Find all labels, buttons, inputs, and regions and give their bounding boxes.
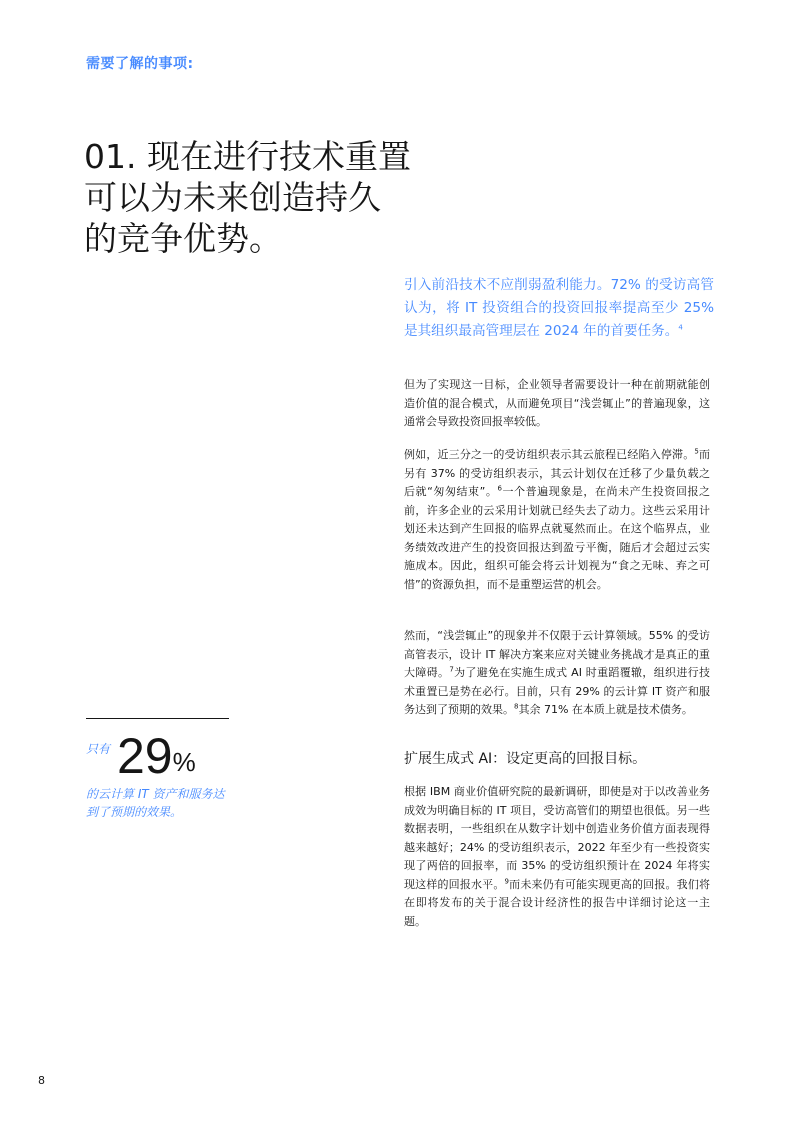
body-paragraph-4 (404, 783, 710, 931)
stat-caption: 的云计算 IT 资产和服务达到了预期的效果。 (86, 787, 225, 819)
lead-text: 引入前沿技术不应削弱盈利能力。72% 的受访高管认为，将 IT 投资组合的投资回报率提高至少 25% 是其组织最高管理层在 2024 年的首要任务。 (404, 277, 714, 339)
body-paragraph-2 (404, 446, 710, 594)
paragraph-text: 而另有 37% 的受访组织表示，其云计划仅在迁移了少量负载之后就“匆匆结束”。 (404, 448, 711, 498)
footnote-ref: 5 (694, 447, 699, 456)
section-eyebrow: 需要了解的事项: (86, 56, 194, 72)
stat-unit: % (172, 747, 196, 777)
footnote-ref: 8 (514, 702, 519, 711)
paragraph-text: 为了避免在实施生成式 AI 时重蹈覆辙，组织进行技术重置已是势在必行。目前，只有 29% 的云计算 IT 资产和服务达到了预期的效果。 (404, 666, 711, 716)
paragraph-text: 根据 IBM 商业价值研究院的最新调研，即使是对于以改善业务成效为明确目标的 IT 项目，受访高管们的期望也很低。另一些数据表明，一些组织在从数字计划中创造业务价值方面表现得越来越好；24% 的受访组织表示，2022 年至少有一些投资实现了两倍的回报率，而 35% 的受访组织预计在 2024 年将实现这样的回报水平。 (404, 785, 710, 891)
body-paragraph-3 (404, 627, 710, 720)
stat-prefix: 只有 (86, 742, 111, 756)
stat-number (117, 727, 196, 785)
body-paragraph-1: 但为了实现这一目标，企业领导者需要设计一种在前期就能创造价值的混合模式，从而避免项目“浅尝辄止”的普遍现象，这通常会导致投资回报率较低。 (404, 378, 710, 428)
section-subheading: 扩展生成式 AI：设定更高的回报目标。 (404, 751, 647, 767)
title-line-2: 可以为未来创造持久 (84, 178, 381, 217)
paragraph-text: 而未来仍有可能实现更高的回报。我们将在即将发布的关于混合设计经济性的报告中详细讨论这一主题。 (404, 877, 711, 928)
title-line-1: 01. 现在进行技术重置 (84, 137, 411, 176)
footnote-ref: 7 (449, 665, 454, 674)
title-line-3: 的竞争优势。 (84, 219, 282, 258)
page-title (84, 136, 411, 259)
paragraph-text: 然而，“浅尝辄止”的现象并不仅限于云计算领域。55% 的受访高管表示，设计 IT 解决方案来应对关键业务挑战才是真正的重大障碍。 (404, 629, 710, 679)
page-number: 8 (38, 1074, 45, 1087)
lead-paragraph (404, 274, 714, 343)
stat-value: 29 (117, 728, 173, 784)
footnote-ref: 9 (504, 876, 509, 885)
paragraph-text: 其余 71% 在本质上就是技术债务。 (518, 703, 693, 716)
stat-divider (86, 718, 229, 719)
footnote-ref: 4 (678, 323, 683, 332)
paragraph-text: 例如，近三分之一的受访组织表示其云旅程已经陷入停滞。 (404, 448, 695, 461)
paragraph-text: 一个普遍现象是，在尚未产生投资回报之前，许多企业的云采用计划就已经失去了动力。这些云采用计划还未达到产生回报的临界点就戛然而止。在这个临界点，业务绩效改进产生的投资回报达到盈亏平衡，随后才会超过云实施成本。因此，组织可能会将云计划视为“食之无味、弃之可惜”的资源负担，而不是重塑运营的机会。 (404, 485, 711, 591)
footnote-ref: 6 (497, 484, 502, 493)
